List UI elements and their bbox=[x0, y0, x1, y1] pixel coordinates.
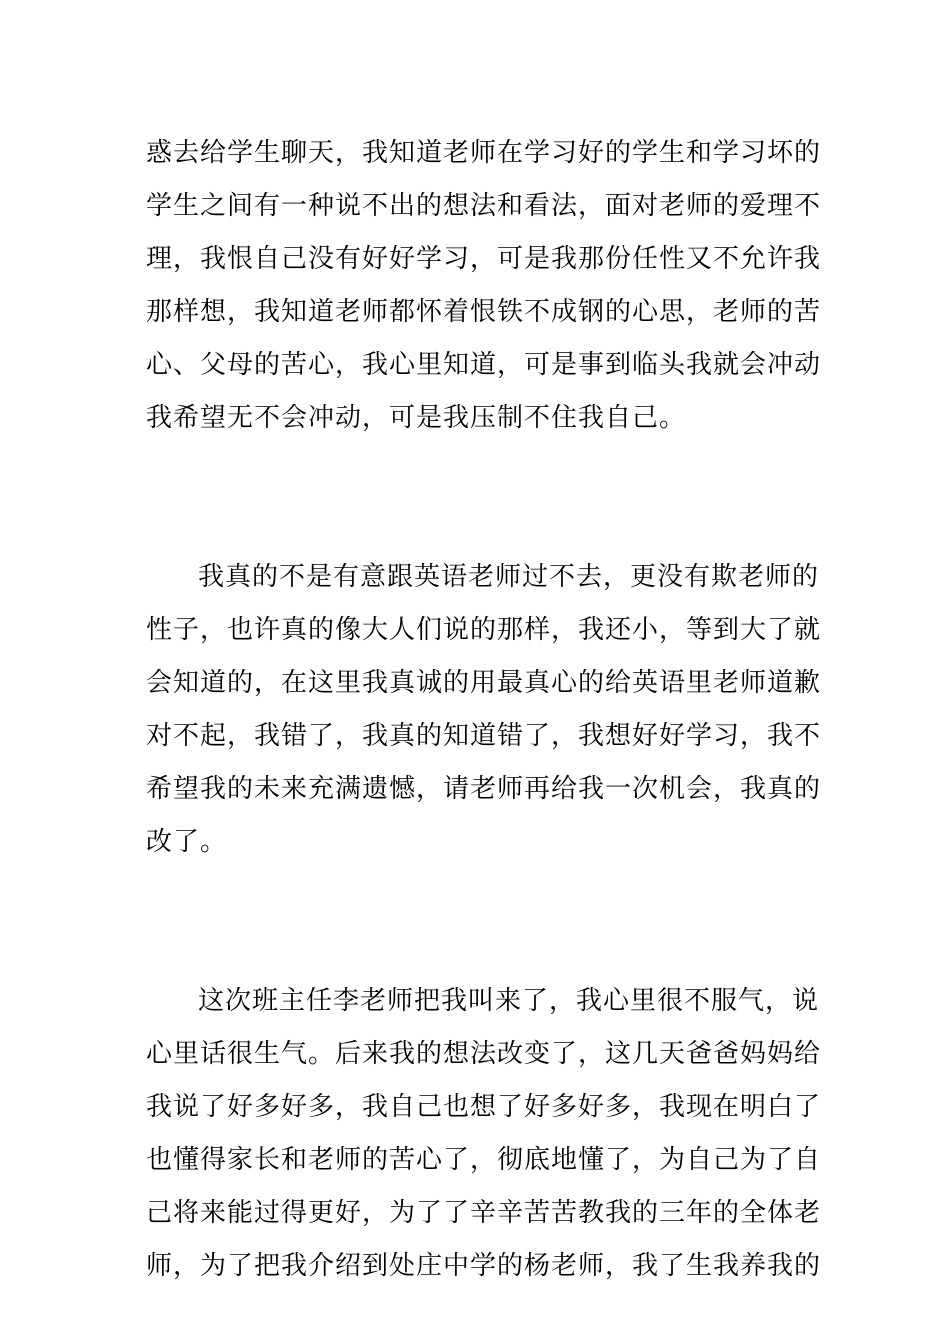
text-line: 师，为了把我介绍到处庄中学的杨老师，我了生我养我的 bbox=[146, 1251, 822, 1281]
text-line: 己将来能过得更好，为了了辛辛苦苦教我的三年的全体老 bbox=[146, 1198, 822, 1228]
text-line: 心里话很生气。后来我的想法改变了，这几天爸爸妈妈给 bbox=[146, 1039, 822, 1069]
text-line: 性子，也许真的像大人们说的那样，我还小，等到大了就 bbox=[146, 615, 822, 645]
text-line: 我希望无不会冲动，可是我压制不住我自己。 bbox=[146, 403, 687, 433]
text-line: 也懂得家长和老师的苦心了，彻底地懂了，为自己为了自 bbox=[146, 1145, 822, 1175]
text-line: 这次班主任李老师把我叫来了，我心里很不服气，说 bbox=[198, 986, 820, 1016]
paragraph-spacer bbox=[146, 445, 810, 551]
text-line: 心、父母的苦心，我心里知道，可是事到临头我就会冲动 bbox=[146, 350, 822, 380]
text-line: 希望我的未来充满遗憾，请老师再给我一次机会，我真的 bbox=[146, 774, 822, 804]
paragraph-1 bbox=[146, 127, 822, 445]
text-line: 理，我恨自己没有好好学习，可是我那份任性又不允许我 bbox=[146, 244, 822, 274]
text-line: 我真的不是有意跟英语老师过不去，更没有欺老师的 bbox=[198, 562, 820, 592]
text-line: 那样想，我知道老师都怀着恨铁不成钢的心思，老师的苦 bbox=[146, 297, 822, 327]
paragraph-3 bbox=[146, 975, 822, 1293]
paragraph-spacer bbox=[146, 869, 810, 975]
document-body bbox=[146, 127, 822, 1293]
text-line: 对不起，我错了，我真的知道错了，我想好好学习，我不 bbox=[146, 721, 822, 751]
text-line: 惑去给学生聊天，我知道老师在学习好的学生和学习坏的 bbox=[146, 138, 822, 168]
text-line: 改了。 bbox=[146, 827, 228, 857]
text-line: 会知道的，在这里我真诚的用最真心的给英语里老师道歉 bbox=[146, 668, 822, 698]
text-line: 学生之间有一种说不出的想法和看法，面对老师的爱理不 bbox=[146, 191, 822, 221]
text-line: 我说了好多好多，我自己也想了好多好多，我现在明白了 bbox=[146, 1092, 822, 1122]
paragraph-2 bbox=[146, 551, 822, 869]
